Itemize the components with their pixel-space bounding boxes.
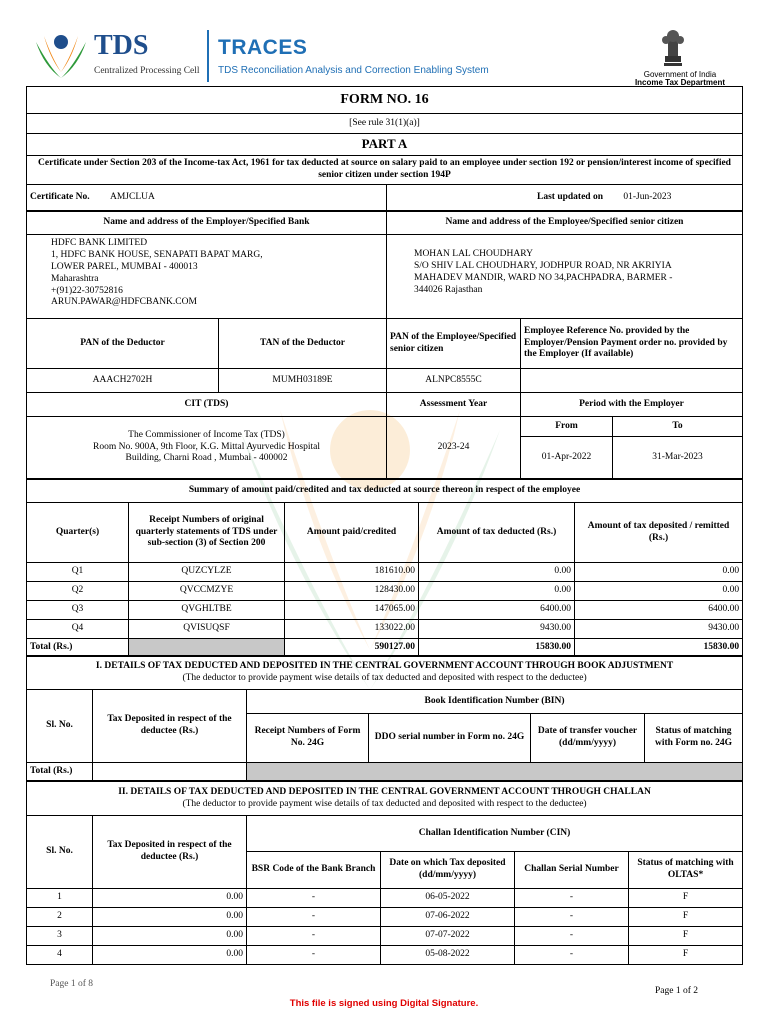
tax-cell: 0.00 (93, 927, 247, 946)
page-number-left: Page 1 of 8 (50, 979, 94, 989)
quarter-cell: Q1 (27, 563, 129, 582)
receipt-cell: QVGHLTBE (129, 601, 285, 620)
tds-logo-icon (30, 28, 92, 82)
employer-line: HDFC BANK LIMITED (51, 238, 148, 248)
part-title: PART A (27, 134, 743, 156)
section-1-table (26, 655, 743, 781)
last-updated-value: 01-Jun-2023 (623, 191, 672, 202)
employer-line: Maharashtra (51, 273, 99, 284)
tax-cell: 0.00 (93, 946, 247, 965)
bsr-cell: - (247, 889, 381, 908)
table-row (27, 889, 743, 908)
table-row (27, 620, 743, 639)
summary-header-quarter: Quarter(s) (27, 503, 129, 563)
table-row (27, 908, 743, 927)
employer-address (27, 235, 387, 319)
status-cell: F (629, 908, 743, 927)
section-2-title: II. DETAILS OF TAX DEDUCTED AND DEPOSITED IN THE CENTRAL GOVERNMENT ACCOUNT THROUGH CHALLAN (118, 786, 651, 797)
date-cell: 07-06-2022 (381, 908, 515, 927)
quarter-cell: Q2 (27, 582, 129, 601)
deposited-cell: 0.00 (575, 582, 743, 601)
sl-cell: 3 (27, 927, 93, 946)
status-cell: F (629, 946, 743, 965)
form-table (26, 86, 743, 211)
serial-cell: - (515, 946, 629, 965)
deducted-cell: 6400.00 (419, 601, 575, 620)
quarter-cell: Q4 (27, 620, 129, 639)
sec2-cin-header: Challan Identification Number (CIN) (247, 816, 743, 852)
tax-cell: 0.00 (93, 908, 247, 927)
sec1-sl-header: Sl. No. (27, 690, 93, 763)
sl-cell: 1 (27, 889, 93, 908)
deposited-cell: 9430.00 (575, 620, 743, 639)
sec2-col-date: Date on which Tax deposited (dd/mm/yyyy) (381, 852, 515, 889)
receipt-cell: QVISUQSF (129, 620, 285, 639)
sec1-bin-header: Book Identification Number (BIN) (247, 690, 743, 714)
pan-block (26, 318, 742, 417)
section-1-block (26, 655, 742, 781)
sec2-sl-header: Sl. No. (27, 816, 93, 889)
deposited-cell: 0.00 (575, 563, 743, 582)
sec1-total-value (93, 763, 247, 781)
cit-label: CIT (TDS) (27, 393, 387, 417)
total-deposited: 15830.00 (575, 639, 743, 657)
parties-block (26, 211, 742, 319)
sec1-total-blank (247, 763, 743, 781)
employee-line: MOHAN LAL CHOUDHARY (414, 249, 533, 259)
employee-address (387, 235, 743, 319)
digital-signature-note: This file is signed using Digital Signature. (289, 998, 479, 1009)
sec1-total-label: Total (Rs.) (27, 763, 93, 781)
section-2-subtitle: (The deductor to provide payment wise details of tax deducted and deposited with respect to the deductee) (182, 798, 587, 809)
to-value: 31-Mar-2023 (613, 437, 743, 479)
ay-value: 2023-24 (387, 417, 521, 479)
last-updated-cell (387, 185, 743, 211)
employee-line: MAHADEV MANDIR, WARD NO 34,PACHPADRA, BARMER - (414, 272, 673, 283)
section-2-heading (27, 782, 743, 816)
summary-header-deducted: Amount of tax deducted (Rs.) (419, 503, 575, 563)
summary-header-paid: Amount paid/credited (285, 503, 419, 563)
deposited-cell: 6400.00 (575, 601, 743, 620)
ay-label: Assessment Year (387, 393, 521, 417)
sec2-col-serial: Challan Serial Number (515, 852, 629, 889)
total-deducted: 15830.00 (419, 639, 575, 657)
certificate-text: Certificate under Section 203 of the Income-tax Act, 1961 for tax deducted at source on salary paid to an employee under section 192 or pension/interest income of specified senior citizen under section 194P (27, 156, 743, 185)
summary-header-receipt: Receipt Numbers of original quarterly statements of TDS under sub-section (3) of Section 200 (129, 503, 285, 563)
deducted-cell: 9430.00 (419, 620, 575, 639)
employer-line: 1, HDFC BANK HOUSE, SENAPATI BAPAT MARG, (51, 249, 263, 260)
gov-of-india-text: Government of India (643, 70, 717, 79)
date-cell: 07-07-2022 (381, 927, 515, 946)
sec1-col-date: Date of transfer voucher (dd/mm/yyyy) (531, 714, 645, 763)
last-updated-label: Last updated on (537, 191, 603, 202)
tan-deductor-value: MUMH03189E (219, 369, 387, 393)
cit-line: Building, Charni Road , Mumbai - 400002 (125, 453, 288, 464)
total-blank-cell (129, 639, 285, 657)
paid-cell: 128430.00 (285, 582, 419, 601)
employer-heading: Name and address of the Employer/Specified Bank (27, 212, 387, 235)
table-row (27, 582, 743, 601)
pan-employee-value: ALNPC8555C (387, 369, 521, 393)
employee-heading: Name and address of the Employee/Specified senior citizen (387, 212, 743, 235)
summary-total-row (27, 639, 743, 657)
total-paid: 590127.00 (285, 639, 419, 657)
certificate-no-cell (27, 185, 387, 211)
pan-table (26, 318, 743, 417)
bsr-cell: - (247, 946, 381, 965)
sec1-col-receipt: Receipt Numbers of Form No. 24G (247, 714, 369, 763)
section-1-heading (27, 656, 743, 690)
sec1-col-status: Status of matching with Form no. 24G (645, 714, 743, 763)
from-value: 01-Apr-2022 (521, 437, 613, 479)
paid-cell: 181610.00 (285, 563, 419, 582)
employee-line: S/O SHIV LAL CHOUDHARY, JODHPUR ROAD, NR AKRIYIA (414, 260, 672, 271)
pan-deductor-value: AAACH2702H (27, 369, 219, 393)
table-row (27, 563, 743, 582)
emblem-icon (660, 26, 686, 68)
rule-reference: [See rule 31(1)(a)] (27, 114, 743, 134)
cit-table (26, 416, 743, 479)
summary-title: Summary of amount paid/credited and tax deducted at source thereon in respect of the employee (27, 480, 743, 503)
summary-block (26, 479, 742, 657)
total-label: Total (Rs.) (27, 639, 129, 657)
pan-employee-label: PAN of the Employee/Specified senior citizen (387, 319, 521, 369)
traces-wordmark: TRACES (218, 36, 308, 59)
section-1-subtitle: (The deductor to provide payment wise details of tax deducted and deposited with respect to the deductee) (182, 672, 587, 683)
summary-header-deposited: Amount of tax deposited / remitted (Rs.) (575, 503, 743, 563)
employee-line: 344026 Rajasthan (414, 284, 483, 295)
summary-table (26, 479, 743, 657)
page-number-right: Page 1 of 2 (655, 986, 699, 996)
tan-deductor-label: TAN of the Deductor (219, 319, 387, 369)
from-label: From (521, 417, 613, 437)
serial-cell: - (515, 927, 629, 946)
period-label: Period with the Employer (521, 393, 743, 417)
bsr-cell: - (247, 908, 381, 927)
tax-cell: 0.00 (93, 889, 247, 908)
paid-cell: 147065.00 (285, 601, 419, 620)
section-2-table (26, 781, 743, 965)
form16-part-a (26, 86, 742, 211)
header-divider (207, 30, 209, 82)
tds-subtitle: Centralized Processing Cell (94, 66, 200, 76)
sec2-tax-header: Tax Deposited in respect of the deductee (Rs.) (93, 816, 247, 889)
cit-address (27, 417, 387, 479)
table-row (27, 946, 743, 965)
date-cell: 06-05-2022 (381, 889, 515, 908)
cert-no-label: Certificate No. (30, 191, 90, 202)
status-cell: F (629, 889, 743, 908)
bsr-cell: - (247, 927, 381, 946)
table-row (27, 601, 743, 620)
sec1-tax-header: Tax Deposited in respect of the deductee (Rs.) (93, 690, 247, 763)
cert-no-value: AMJCLUA (109, 191, 155, 202)
sl-cell: 4 (27, 946, 93, 965)
employer-line: ARUN.PAWAR@HDFCBANK.COM (51, 297, 197, 308)
date-cell: 05-08-2022 (381, 946, 515, 965)
sec1-col-ddo: DDO serial number in Form no. 24G (369, 714, 531, 763)
sec2-col-status: Status of matching with OLTAS* (629, 852, 743, 889)
paid-cell: 133022.00 (285, 620, 419, 639)
table-row (27, 927, 743, 946)
sec2-col-bsr: BSR Code of the Bank Branch (247, 852, 381, 889)
tds-wordmark: TDS (94, 30, 149, 61)
status-cell: F (629, 927, 743, 946)
serial-cell: - (515, 889, 629, 908)
pan-deductor-label: PAN of the Deductor (27, 319, 219, 369)
section-1-title: I. DETAILS OF TAX DEDUCTED AND DEPOSITED IN THE CENTRAL GOVERNMENT ACCOUNT THROUGH BOOK ADJUSTMENT (95, 660, 674, 671)
page-header (0, 0, 768, 86)
deducted-cell: 0.00 (419, 563, 575, 582)
deducted-cell: 0.00 (419, 582, 575, 601)
parties-table (26, 211, 743, 319)
emp-ref-value (521, 369, 743, 393)
section-2-block (26, 781, 742, 965)
cit-line: The Commissioner of Income Tax (TDS) (128, 429, 285, 440)
quarter-cell: Q3 (27, 601, 129, 620)
cit-line: Room No. 900A, 9th Floor, K.G. Mittal Ayurvedic Hospital (92, 441, 320, 452)
cit-block (26, 416, 742, 479)
receipt-cell: QVCCMZYE (129, 582, 285, 601)
to-label: To (613, 417, 743, 437)
employer-line: +(91)22-30752816 (51, 285, 123, 296)
emp-ref-label: Employee Reference No. provided by the Employer/Pension Payment order no. provided by the Employer (If available) (521, 319, 743, 369)
income-tax-dept-text: Income Tax Department (634, 78, 726, 87)
serial-cell: - (515, 908, 629, 927)
traces-subtitle: TDS Reconciliation Analysis and Correction Enabling System (218, 65, 489, 76)
employer-line: LOWER PAREL, MUMBAI - 400013 (51, 261, 198, 272)
receipt-cell: QUZCYLZE (129, 563, 285, 582)
sl-cell: 2 (27, 908, 93, 927)
form-title: FORM NO. 16 (27, 87, 743, 114)
